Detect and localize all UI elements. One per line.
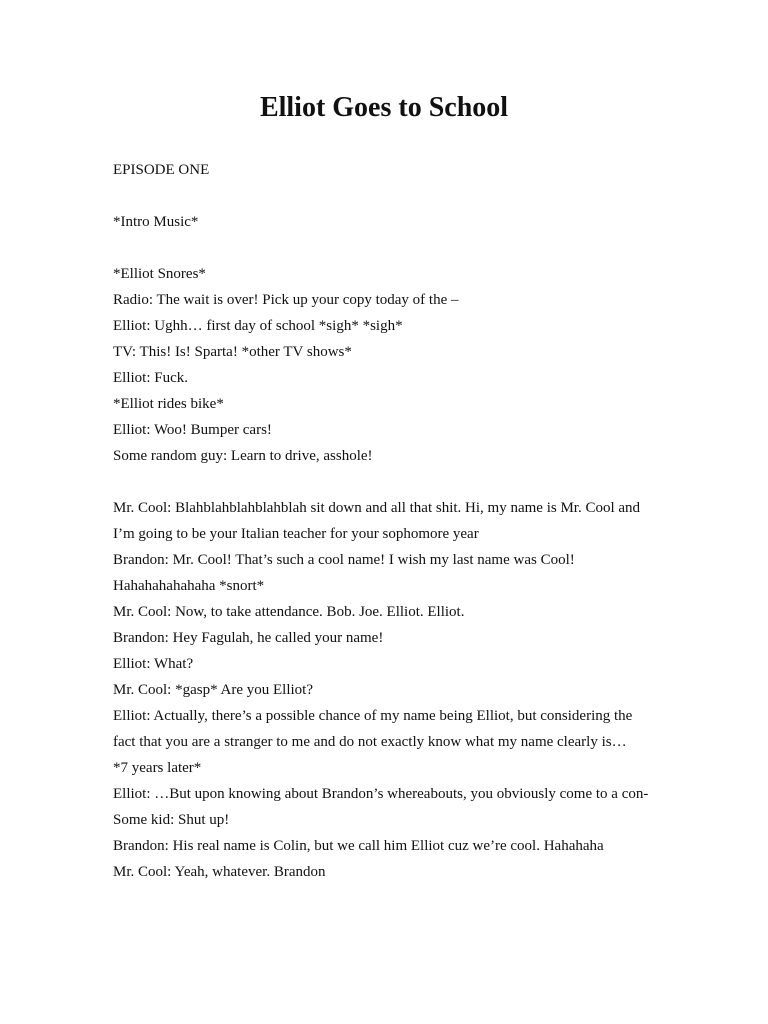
script-line: Elliot: Woo! Bumper cars! — [113, 422, 272, 438]
script-line: Brandon: Mr. Cool! That’s such a cool name! I wish my last name was Cool! — [113, 552, 575, 568]
script-line: Mr. Cool: *gasp* Are you Elliot? — [113, 682, 313, 698]
script-line: Mr. Cool: Blahblahblahblahblah sit down and all that shit. Hi, my name is Mr. Cool and — [113, 500, 641, 516]
script-line: TV: This! Is! Sparta! *other TV shows* — [113, 344, 352, 360]
script-line: Brandon: His real name is Colin, but we call him Elliot cuz we’re cool. Hahahaha — [113, 838, 604, 854]
script-line: Elliot: Fuck. — [113, 370, 188, 386]
episode-heading: EPISODE ONE — [113, 162, 210, 178]
script-line: Elliot: Ughh… first day of school *sigh* *sigh* — [113, 318, 403, 334]
script-line: Elliot: Actually, there’s a possible chance of my name being Elliot, but considering the — [113, 708, 633, 724]
script-line: Radio: The wait is over! Pick up your copy today of the – — [113, 292, 459, 308]
script-line: Some kid: Shut up! — [113, 812, 230, 828]
script-line: Hahahahahahaha *snort* — [113, 578, 265, 594]
blank-line — [113, 469, 673, 495]
script-line: Brandon: Hey Fagulah, he called your name! — [113, 630, 384, 646]
script-line: I’m going to be your Italian teacher for your sophomore year — [113, 526, 479, 542]
script-line: Some random guy: Learn to drive, asshole! — [113, 448, 373, 464]
blank-line — [113, 235, 673, 261]
script-body — [113, 157, 673, 885]
script-line: Mr. Cool: Yeah, whatever. Brandon — [113, 864, 326, 880]
script-line: *7 years later* — [113, 760, 202, 776]
script-line: Elliot: …But upon knowing about Brandon’s whereabouts, you obviously come to a con- — [113, 786, 649, 802]
script-line: Elliot: What? — [113, 656, 194, 672]
script-line: *Intro Music* — [113, 214, 199, 230]
script-line: *Elliot rides bike* — [113, 396, 224, 412]
document-title: Elliot Goes to School — [259, 92, 509, 123]
blank-line — [113, 183, 673, 209]
script-line: fact that you are a stranger to me and do not exactly know what my name clearly is… — [113, 734, 627, 750]
script-line: Mr. Cool: Now, to take attendance. Bob. Joe. Elliot. Elliot. — [113, 604, 465, 620]
script-line: *Elliot Snores* — [113, 266, 206, 282]
